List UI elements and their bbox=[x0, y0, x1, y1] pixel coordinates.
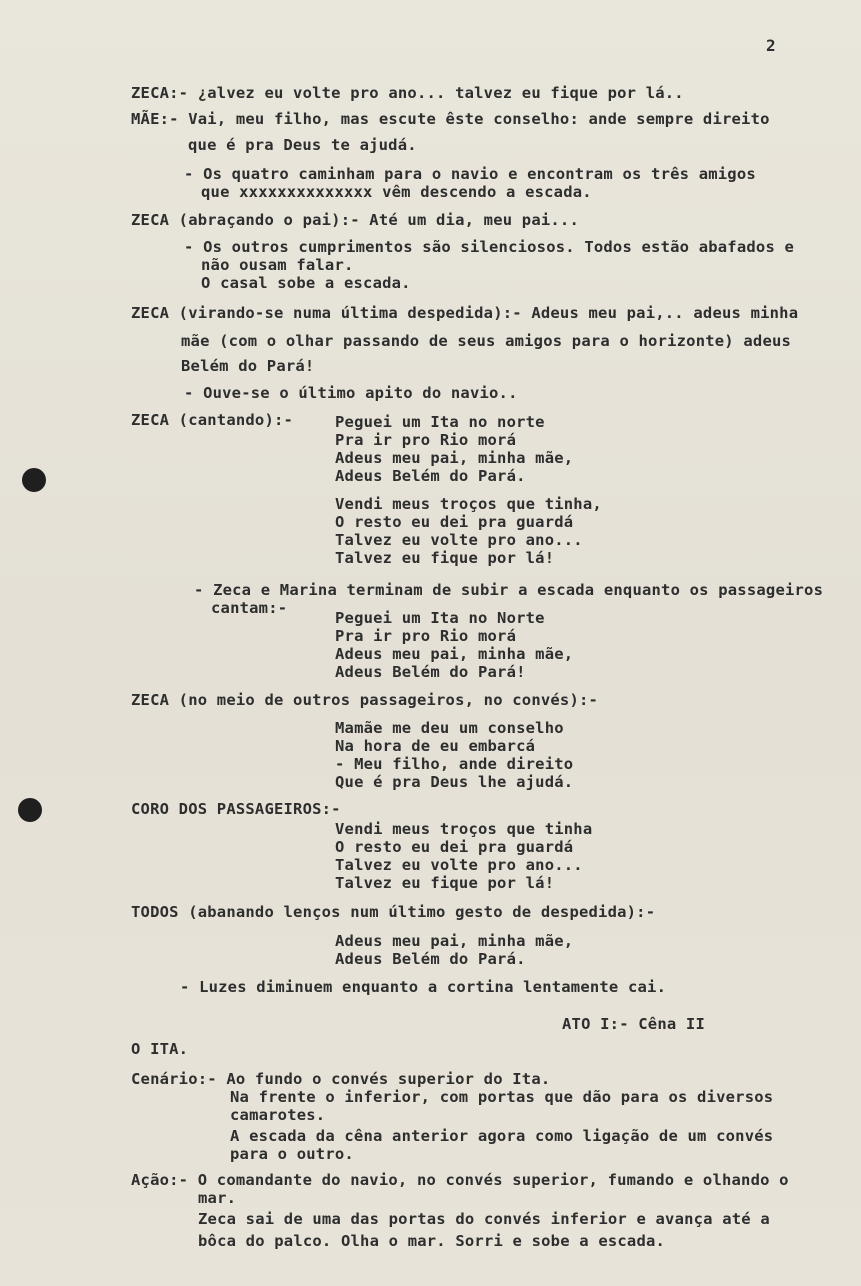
lyric-line: Pra ir pro Rio morá bbox=[335, 627, 517, 645]
action-line: Ação:- O comandante do navio, no convés superior, fumando e olhando o bbox=[131, 1171, 789, 1189]
setting-line: Cenário:- Ao fundo o convés superior do Ita. bbox=[131, 1070, 551, 1088]
setting-line: Na frente o inferior, com portas que dão para os diversos bbox=[230, 1088, 774, 1106]
setting-line: para o outro. bbox=[230, 1145, 354, 1163]
stage-direction: - Os outros cumprimentos são silenciosos. Todos estão abafados e bbox=[184, 238, 795, 256]
stage-direction: - Luzes diminuem enquanto a cortina lentamente cai. bbox=[180, 978, 667, 996]
lyric-line: Adeus meu pai, minha mãe, bbox=[335, 645, 574, 663]
stage-direction: que xxxxxxxxxxxxxx vêm descendo a escada. bbox=[201, 183, 592, 201]
lyric-line: Mamãe me deu um conselho bbox=[335, 719, 564, 737]
script-line: ZECA:- ¿alvez eu volte pro ano... talvez eu fique por lá.. bbox=[131, 84, 684, 102]
script-line: que é pra Deus te ajudá. bbox=[188, 136, 417, 154]
scene-heading: ATO I:- Cêna II bbox=[562, 1015, 705, 1033]
lyric-line: Vendi meus troços que tinha, bbox=[335, 495, 602, 513]
speaker-label: CORO DOS PASSAGEIROS:- bbox=[131, 800, 341, 818]
lyric-line: Adeus Belém do Pará! bbox=[335, 663, 526, 681]
lyric-line: Peguei um Ita no Norte bbox=[335, 609, 545, 627]
action-line: Zeca sai de uma das portas do convés inferior e avança até a bbox=[198, 1210, 770, 1228]
stage-direction: O casal sobe a escada. bbox=[201, 274, 411, 292]
script-line: MÃE:- Vai, meu filho, mas escute êste conselho: ande sempre direito bbox=[131, 110, 770, 128]
speaker-label: ZECA (cantando):- bbox=[131, 411, 294, 429]
lyric-line: Adeus meu pai, minha mãe, bbox=[335, 932, 574, 950]
script-line: ZECA (virando-se numa última despedida):- Adeus meu pai,.. adeus minha bbox=[131, 304, 799, 322]
action-line: mar. bbox=[198, 1189, 237, 1207]
action-line: bôca do palco. Olha o mar. Sorri e sobe a escada. bbox=[198, 1232, 666, 1250]
lyric-line: Talvez eu fique por lá! bbox=[335, 874, 555, 892]
script-line: Belém do Pará! bbox=[181, 357, 315, 375]
lyric-line: - Meu filho, ande direito bbox=[335, 755, 574, 773]
lyric-line: Adeus Belém do Pará. bbox=[335, 467, 526, 485]
scene-title: O ITA. bbox=[131, 1040, 189, 1058]
stage-direction: - Os quatro caminham para o navio e encontram os três amigos bbox=[184, 165, 756, 183]
lyric-line: Vendi meus troços que tinha bbox=[335, 820, 593, 838]
binder-hole-bottom bbox=[18, 798, 42, 822]
lyric-line: Que é pra Deus lhe ajudá. bbox=[335, 773, 574, 791]
setting-line: camarotes. bbox=[230, 1106, 326, 1124]
speaker-label: TODOS (abanando lenços num último gesto de despedida):- bbox=[131, 903, 656, 921]
speaker-label: ZECA (no meio de outros passageiros, no convés):- bbox=[131, 691, 599, 709]
script-line: mãe (com o olhar passando de seus amigos para o horizonte) adeus bbox=[181, 332, 792, 350]
page-number: 2 bbox=[766, 36, 776, 55]
lyric-line: Talvez eu fique por lá! bbox=[335, 549, 555, 567]
script-line: ZECA (abraçando o pai):- Até um dia, meu pai... bbox=[131, 211, 579, 229]
binder-hole-top bbox=[22, 468, 46, 492]
lyric-line: Talvez eu volte pro ano... bbox=[335, 531, 583, 549]
stage-direction: - Zeca e Marina terminam de subir a escada enquanto os passageiros bbox=[194, 581, 824, 599]
lyric-line: Peguei um Ita no norte bbox=[335, 413, 545, 431]
lyric-line: Adeus meu pai, minha mãe, bbox=[335, 449, 574, 467]
lyric-line: Talvez eu volte pro ano... bbox=[335, 856, 583, 874]
lyric-line: Adeus Belém do Pará. bbox=[335, 950, 526, 968]
lyric-line: O resto eu dei pra guardá bbox=[335, 838, 574, 856]
stage-direction: cantam:- bbox=[211, 599, 288, 617]
stage-direction: - Ouve-se o último apito do navio.. bbox=[184, 384, 518, 402]
lyric-line: Na hora de eu embarcá bbox=[335, 737, 536, 755]
stage-direction: não ousam falar. bbox=[201, 256, 354, 274]
setting-line: A escada da cêna anterior agora como ligação de um convés bbox=[230, 1127, 774, 1145]
lyric-line: Pra ir pro Rio morá bbox=[335, 431, 517, 449]
lyric-line: O resto eu dei pra guardá bbox=[335, 513, 574, 531]
